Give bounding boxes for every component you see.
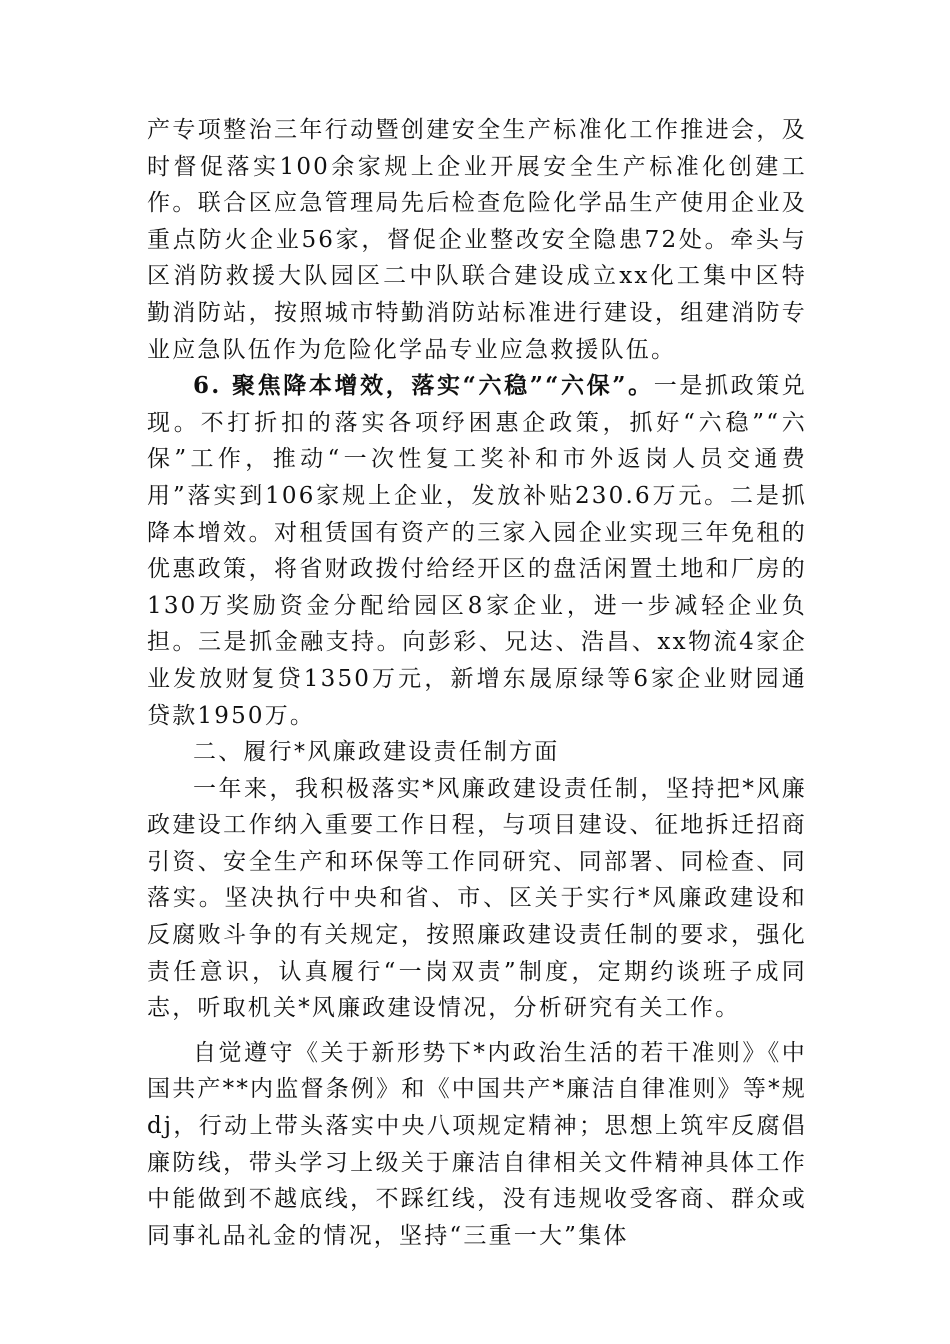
section-heading-integrity: 二、履行*风廉政建设责任制方面 <box>193 739 560 766</box>
paragraph-safety-production: 产专项整治三年行动暨创建安全生产标准化工作推进会，及时督促落实100余家规上企业开展安全生产标准化创建工作。联合区应急管理局先后检查危险化学品生产使用企业及重点防火企业56家，督促企业整改安全隐患72处。牵头与区消防救援大队园区二中队联合建设成立xx化工集中区特勤消防站，按照城市特勤消防站标准进行建设，组建消防专业应急队伍作为危险化学品专业应急救援队伍。 <box>147 117 807 363</box>
paragraph-cost-reduction-title: 6. 聚焦降本增效，落实“六稳”“六保”。 <box>193 372 654 400</box>
paragraph-cost-reduction <box>147 368 807 734</box>
paragraph-cost-reduction-body: 一是抓政策兑现。不打折扣的落实各项纾困惠企政策，抓好“六稳”“六保”工作，推动“一次性复工奖补和市外返岗人员交通费用”落实到106家规上企业，发放补贴230.6万元。二是抓降本增效。对租赁国有资产的三家入园企业实现三年免租的优惠政策，将省财政拨付给经开区的盘活闲置土地和厂房的130万奖励资金分配给园区8家企业，进一步减轻企业负担。三是抓金融支持。向彭彩、兄达、浩昌、xx物流4家企业发放财复贷1350万元，新增东晟原绿等6家企业财园通贷款1950万。 <box>147 373 808 729</box>
paragraph-integrity-responsibility: 一年来，我积极落实*风廉政建设责任制，坚持把*风廉政建设工作纳入重要工作日程，与项目建设、征地拆迁招商引资、安全生产和环保等工作同研究、同部署、同检查、同落实。坚决执行中央和省、市、区关于实行*风廉政建设和反腐败斗争的有关规定，按照廉政建设责任制的要求，强化责任意识，认真履行“一岗双责”制度，定期约谈班子成同志，听取机关*风廉政建设情况，分析研究有关工作。 <box>147 775 807 1022</box>
document-page <box>147 112 807 1254</box>
paragraph-self-discipline: 自觉遵守《关于新形势下*内政治生活的若干准则》《中国共产**内监督条例》和《中国共产*廉洁自律准则》等*规dj，行动上带头落实中央八项规定精神；思想上筑牢反腐倡廉防线，带头学习上级关于廉洁自律相关文件精神具体工作中能做到不越底线，不踩红线，没有违规收受客商、群众或同事礼品礼金的情况，坚持“三重一大”集体 <box>147 1039 807 1249</box>
